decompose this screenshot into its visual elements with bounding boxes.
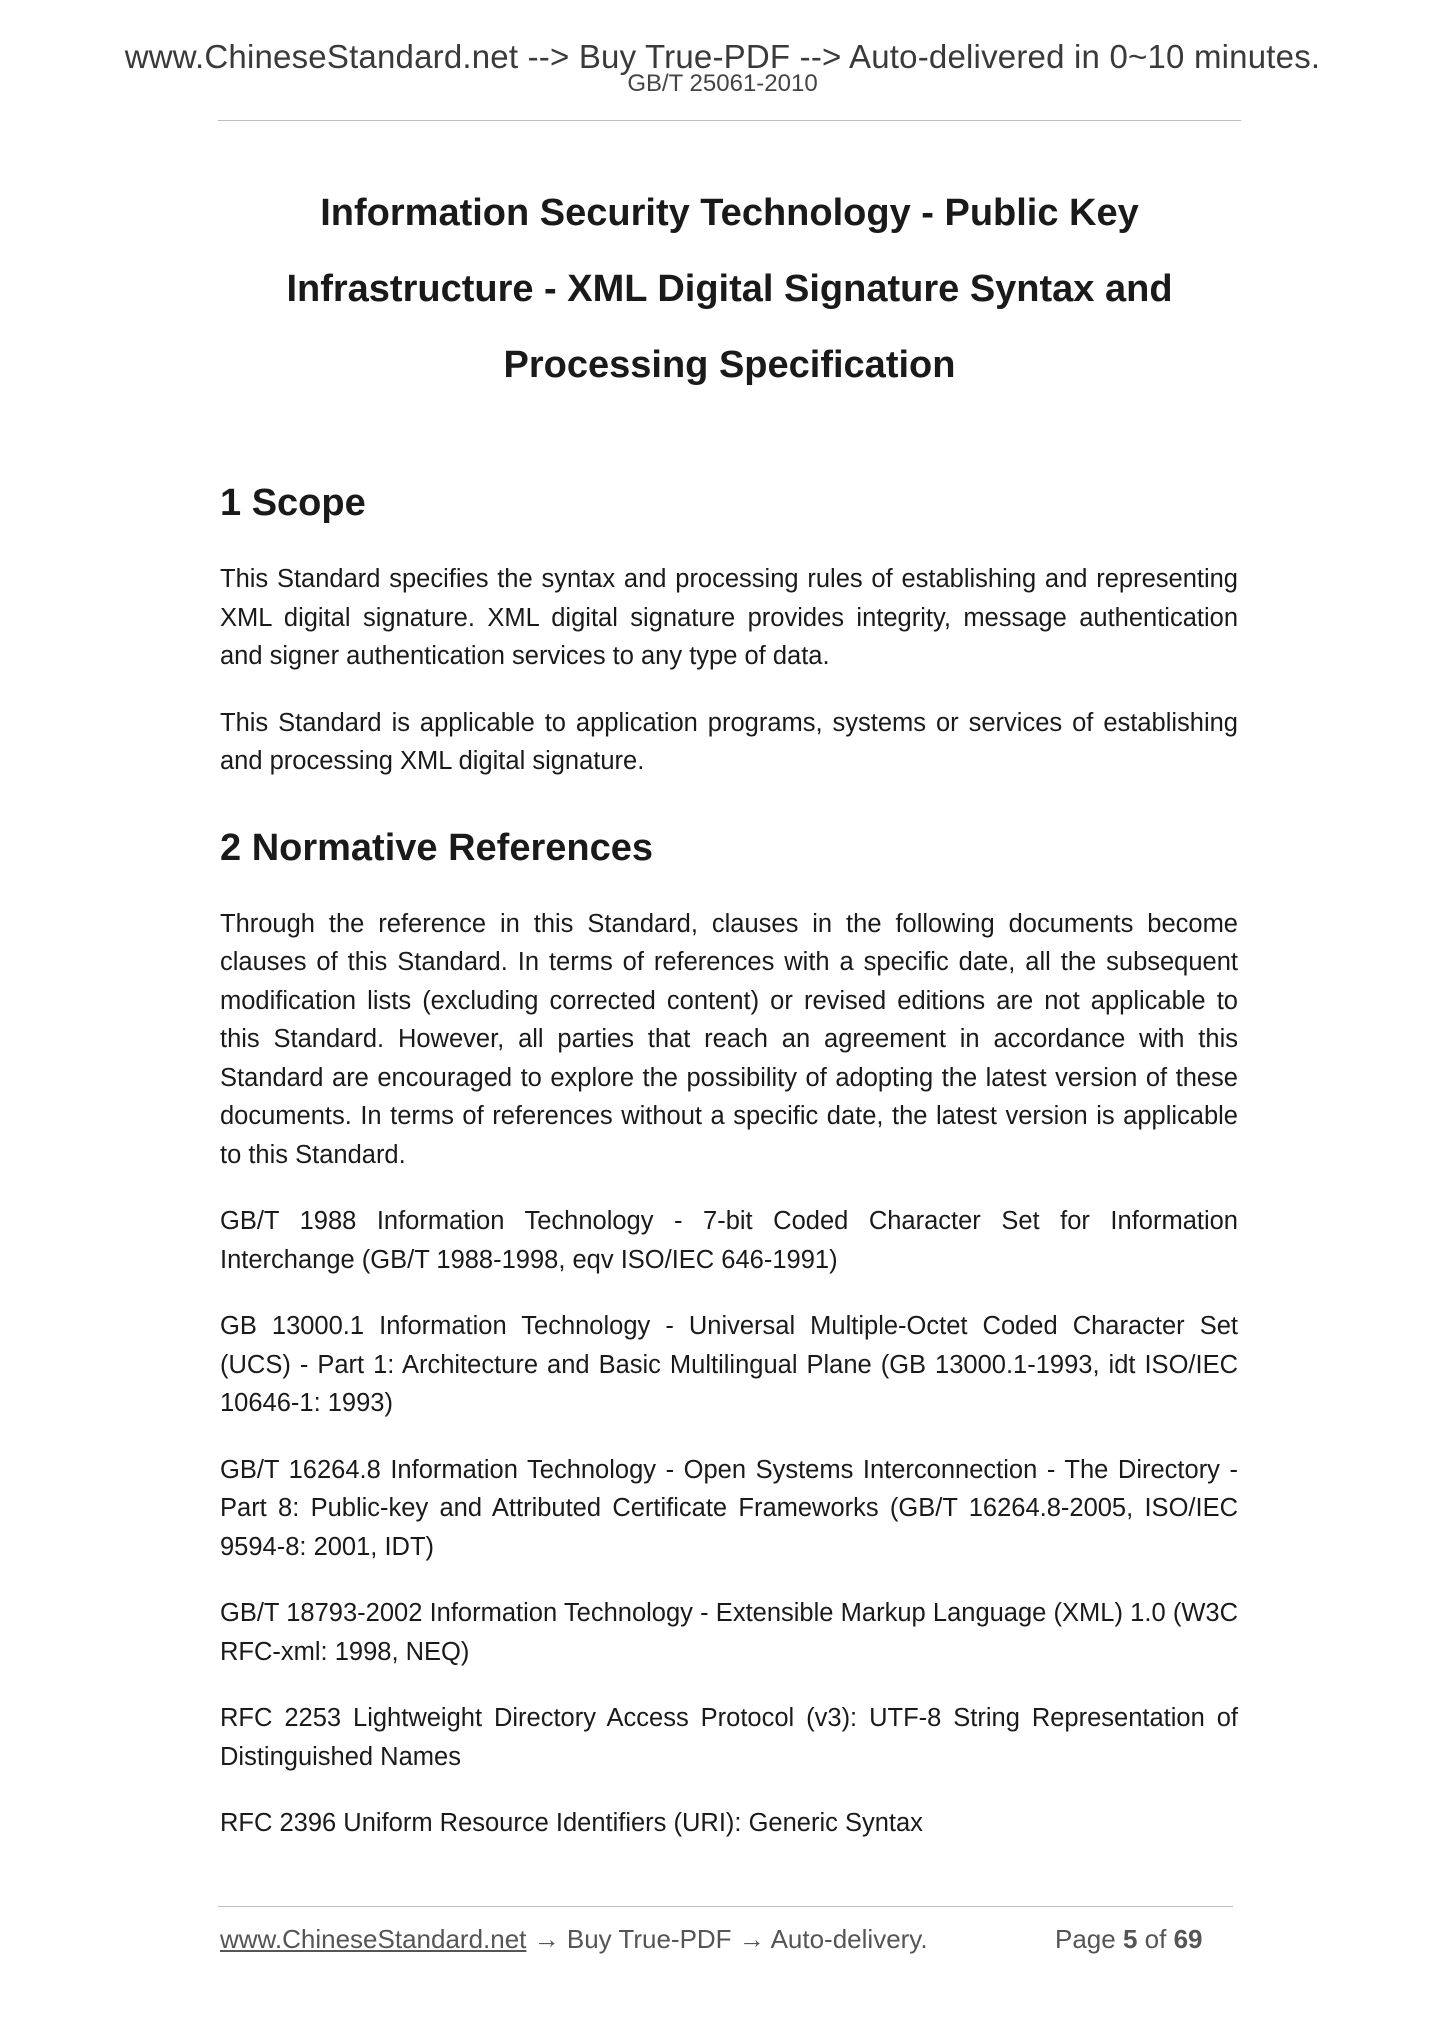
- scope-paragraph-1: This Standard specifies the syntax and processing rules of establishing and representing XML digital signature. XML digital signature provides integrity, message authentication and signer authentication services to any type of data.: [220, 565, 1238, 670]
- page-word: Page: [1055, 1924, 1116, 1954]
- reference-item: RFC 2253 Lightweight Directory Access Protocol (v3): UTF-8 String Representation of Distinguished Names: [220, 1704, 1238, 1771]
- document-title-line-2: Infrastructure - XML Digital Signature Syntax and: [286, 268, 1173, 310]
- reference-item: RFC 2396 Uniform Resource Identifiers (URI): Generic Syntax: [220, 1809, 923, 1837]
- document-title-line-3: Processing Specification: [503, 344, 956, 386]
- page-number: [1055, 1924, 1203, 1955]
- total-pages: 69: [1173, 1924, 1203, 1954]
- footer-promo: [220, 1924, 928, 1955]
- scope-paragraph-2: This Standard is applicable to application programs, systems or services of establishing and processing XML digital signature.: [220, 708, 1238, 775]
- section-heading-normative-references: 2 Normative References: [220, 826, 653, 869]
- document-code: GB/T 25061-2010: [627, 70, 818, 97]
- top-banner: www.ChineseStandard.net --> Buy True-PDF --> Auto-delivered in 0~10 minutes.: [124, 38, 1321, 75]
- section-heading-scope: 1 Scope: [220, 482, 366, 524]
- reference-item: GB/T 1988 Information Technology - 7-bit Coded Character Set for Information Interchange (GB/T 1988-1998, eqv ISO/IEC 646-1991): [220, 1207, 1238, 1274]
- footer-divider: [218, 1906, 1233, 1907]
- reference-item: GB 13000.1 Information Technology - Universal Multiple-Octet Coded Character Set (UCS) - Part 1: Architecture and Basic Multilingual Plane (GB 13000.1-1993, idt ISO/IEC 10646-1: 1993): [220, 1312, 1238, 1417]
- footer-website-link[interactable]: www.ChineseStandard.net: [220, 1924, 527, 1954]
- header-divider: [218, 120, 1241, 121]
- document-title: [218, 175, 1241, 403]
- reference-item: GB/T 18793-2002 Information Technology - Extensible Markup Language (XML) 1.0 (W3C RFC-xml: 1998, NEQ): [220, 1599, 1238, 1666]
- current-page: 5: [1122, 1924, 1138, 1954]
- page-of-word: of: [1144, 1924, 1167, 1954]
- normative-references-intro: Through the reference in this Standard, clauses in the following documents become clauses of this Standard. In terms of references with a specific date, all the subsequent modification lists (excluding corrected content) or revised editions are not applicable to this Standard. However, all parties that reach an agreement in accordance with this Standard are encouraged to explore the possibility of adopting the latest version of these documents. In terms of references without a specific date, the latest version is applicable to this Standard.: [220, 909, 1238, 1169]
- document-title-line-1: Information Security Technology - Public Key: [320, 192, 1139, 234]
- reference-item: GB/T 16264.8 Information Technology - Open Systems Interconnection - The Directory - Part 8: Public-key and Attributed Certificate Frameworks (GB/T 16264.8-2005, ISO/IEC 9594-8: 2001, IDT): [220, 1455, 1238, 1561]
- footer-tagline: → Buy True-PDF → Auto-delivery.: [526, 1924, 928, 1954]
- document-body: [220, 478, 1238, 1871]
